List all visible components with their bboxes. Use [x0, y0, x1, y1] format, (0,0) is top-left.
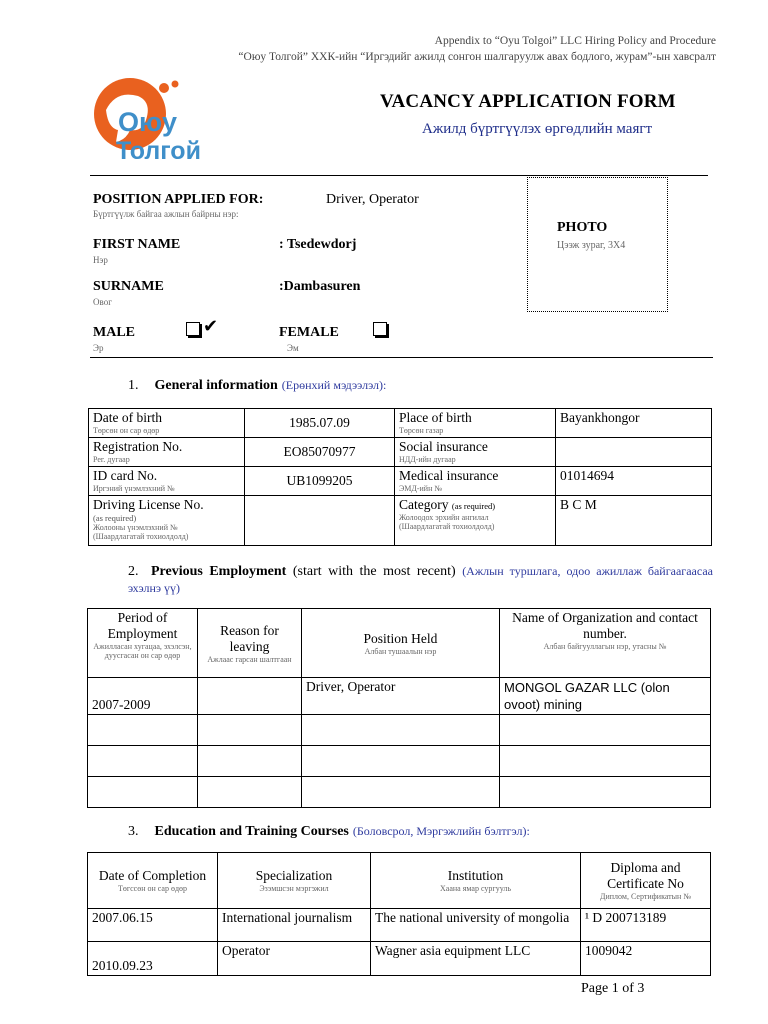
- table-row: [88, 746, 711, 777]
- institution-cell[interactable]: Wagner asia equipment LLC: [371, 942, 581, 976]
- reason-cell[interactable]: [198, 715, 302, 746]
- section3-title: Education and Training Courses: [154, 824, 349, 839]
- page-number: Page 1 of 3: [581, 981, 645, 996]
- female-sub: Эм: [287, 343, 299, 353]
- first-name-label: FIRST NAME: [93, 237, 181, 252]
- female-label: FEMALE: [279, 325, 339, 340]
- table-row: [89, 496, 712, 546]
- column-header: Diploma and Certificate No Диплом, Сертификатын №: [581, 853, 711, 909]
- label-cell: ID card No. Иргэний үнэмлэхний №: [89, 467, 245, 496]
- table-row: [88, 942, 711, 976]
- table-header-row: [88, 853, 711, 909]
- institution-cell[interactable]: The national university of mongolia: [371, 909, 581, 942]
- appendix-mn: “Оюу Толгой” ХХК-ийн “Иргэдийг ажилд сонгон шалгаруулж авах бодлого, журам”-ын хавсралт: [238, 51, 716, 63]
- position-sub: Бүртгүүлж байгаа ажлын байрны нэр:: [93, 209, 239, 219]
- logo-dot-2: [172, 81, 179, 88]
- male-sub: Эр: [93, 343, 104, 353]
- column-header: Specialization Эзэмшсэн мэргэжил: [218, 853, 371, 909]
- position-cell[interactable]: [302, 715, 500, 746]
- certificate-cell[interactable]: ¹ D 200713189: [581, 909, 711, 942]
- value-cell[interactable]: [245, 496, 395, 546]
- value-cell[interactable]: EO85070977: [245, 438, 395, 467]
- date-cell[interactable]: 2007.06.15: [88, 909, 218, 942]
- position-cell[interactable]: [302, 746, 500, 777]
- checkmark-icon: ✔: [203, 316, 219, 337]
- logo-line2: Толгой: [116, 137, 201, 165]
- section3-heading: [128, 822, 530, 840]
- value-cell[interactable]: [556, 438, 712, 467]
- section2-heading: [128, 563, 713, 597]
- education-table: [87, 852, 711, 976]
- surname-label: SURNAME: [93, 279, 164, 294]
- label-cell: Driving License No. (as required) Жолооны үнэмлэхний № (Шаардлагатай тохиолдолд): [89, 496, 245, 546]
- label-cell: Registration No. Рег. дугаар: [89, 438, 245, 467]
- table-row: [89, 438, 712, 467]
- table-row: [88, 715, 711, 746]
- logo-dot-1: [159, 83, 169, 93]
- position-cell[interactable]: Driver, Operator: [302, 678, 500, 715]
- organization-cell[interactable]: [500, 715, 711, 746]
- section3-title-mn: (Боловсрол, Мэргэжлийн бэлтгэл):: [352, 824, 530, 838]
- table-header-row: [88, 609, 711, 678]
- label-cell: Category (as required) Жолоодох эрхийн ангилал (Шаардлагатай тохиолдолд): [395, 496, 556, 546]
- value-cell[interactable]: UB1099205: [245, 467, 395, 496]
- table-row: [89, 467, 712, 496]
- position-label: POSITION APPLIED FOR:: [93, 192, 264, 207]
- value-cell[interactable]: 1985.07.09: [245, 409, 395, 438]
- female-checkbox[interactable]: [373, 322, 387, 336]
- period-cell[interactable]: [88, 777, 198, 808]
- organization-cell[interactable]: [500, 746, 711, 777]
- surname-value: :Dambasuren: [279, 279, 361, 294]
- label-cell: Place of birth Төрсөн газар: [395, 409, 556, 438]
- value-cell[interactable]: B C M: [556, 496, 712, 546]
- reason-cell[interactable]: [198, 777, 302, 808]
- section1-title-mn: (Ерөнхий мэдээлэл):: [281, 378, 387, 392]
- position-cell[interactable]: [302, 777, 500, 808]
- section3-number: 3.: [128, 824, 139, 839]
- appendix-en: Appendix to “Oyu Tolgoi” LLC Hiring Policy and Procedure: [434, 35, 716, 47]
- organization-cell[interactable]: MONGOL GAZAR LLC (olon ovoot) mining: [500, 678, 711, 715]
- organization-cell[interactable]: [500, 777, 711, 808]
- applicant-divider: [90, 357, 713, 358]
- male-checkbox[interactable]: [186, 322, 200, 336]
- column-header: Institution Хаана ямар сургууль: [371, 853, 581, 909]
- date-cell[interactable]: 2010.09.23: [88, 942, 218, 976]
- value-cell[interactable]: 01014694: [556, 467, 712, 496]
- column-header: Period of Employment Ажилласан хугацаа, эхэлсэн, дуусгасан он сар өдөр: [88, 609, 198, 678]
- period-cell[interactable]: [88, 746, 198, 777]
- label-cell: Medical insurance ЭМД-ийн №: [395, 467, 556, 496]
- column-header: Name of Organization and contact number. Албан байгууллагын нэр, утасны №: [500, 609, 711, 678]
- first-name-sub: Нэр: [93, 255, 108, 265]
- section1-heading: [128, 376, 386, 394]
- male-label: MALE: [93, 325, 135, 340]
- surname-sub: Овог: [93, 297, 112, 307]
- table-row: [88, 777, 711, 808]
- table-row: [89, 409, 712, 438]
- label-cell: Social insurance НДД-ийн дугаар: [395, 438, 556, 467]
- column-header: Date of Completion Төгссөн он сар өдөр: [88, 853, 218, 909]
- section2-title-mn: (Ажлын туршлага, одоо ажиллаж байгаагаасаа эхэлнэ үү): [128, 564, 714, 595]
- period-cell[interactable]: 2007-2009: [88, 678, 198, 715]
- photo-sub: Цээж зураг, 3X4: [557, 240, 626, 251]
- form-title-mn: Ажилд бүртгүүлэх өргөдлийн маягт: [422, 121, 653, 137]
- column-header: Position Held Албан тушаалын нэр: [302, 609, 500, 678]
- employment-table: [87, 608, 711, 808]
- first-name-value: : Tsedewdorj: [279, 237, 357, 252]
- specialization-cell[interactable]: Operator: [218, 942, 371, 976]
- section1-number: 1.: [128, 378, 139, 393]
- section2-title-rest: (start with the most recent): [292, 564, 456, 579]
- table-row: [88, 909, 711, 942]
- section2-number: 2.: [128, 564, 139, 579]
- section2-title: Previous Employment: [151, 564, 287, 579]
- table-row: [88, 678, 711, 715]
- section1-title: General information: [154, 378, 278, 393]
- certificate-cell[interactable]: 1009042: [581, 942, 711, 976]
- position-value: Driver, Operator: [326, 192, 419, 207]
- photo-label: PHOTO: [557, 220, 608, 235]
- value-cell[interactable]: Bayankhongor: [556, 409, 712, 438]
- general-info-table: [88, 408, 712, 546]
- logo-line1: Оюу: [118, 107, 178, 137]
- company-logo: [86, 70, 226, 170]
- form-title: VACANCY APPLICATION FORM: [380, 91, 676, 112]
- reason-cell[interactable]: [198, 746, 302, 777]
- period-cell[interactable]: [88, 715, 198, 746]
- label-cell: Date of birth Төрсөн он сар өдөр: [89, 409, 245, 438]
- photo-box[interactable]: [527, 177, 668, 312]
- header-divider: [90, 175, 708, 176]
- reason-cell[interactable]: [198, 678, 302, 715]
- specialization-cell[interactable]: International journalism: [218, 909, 371, 942]
- column-header: Reason for leaving Ажлаас гарсан шалтгаан: [198, 609, 302, 678]
